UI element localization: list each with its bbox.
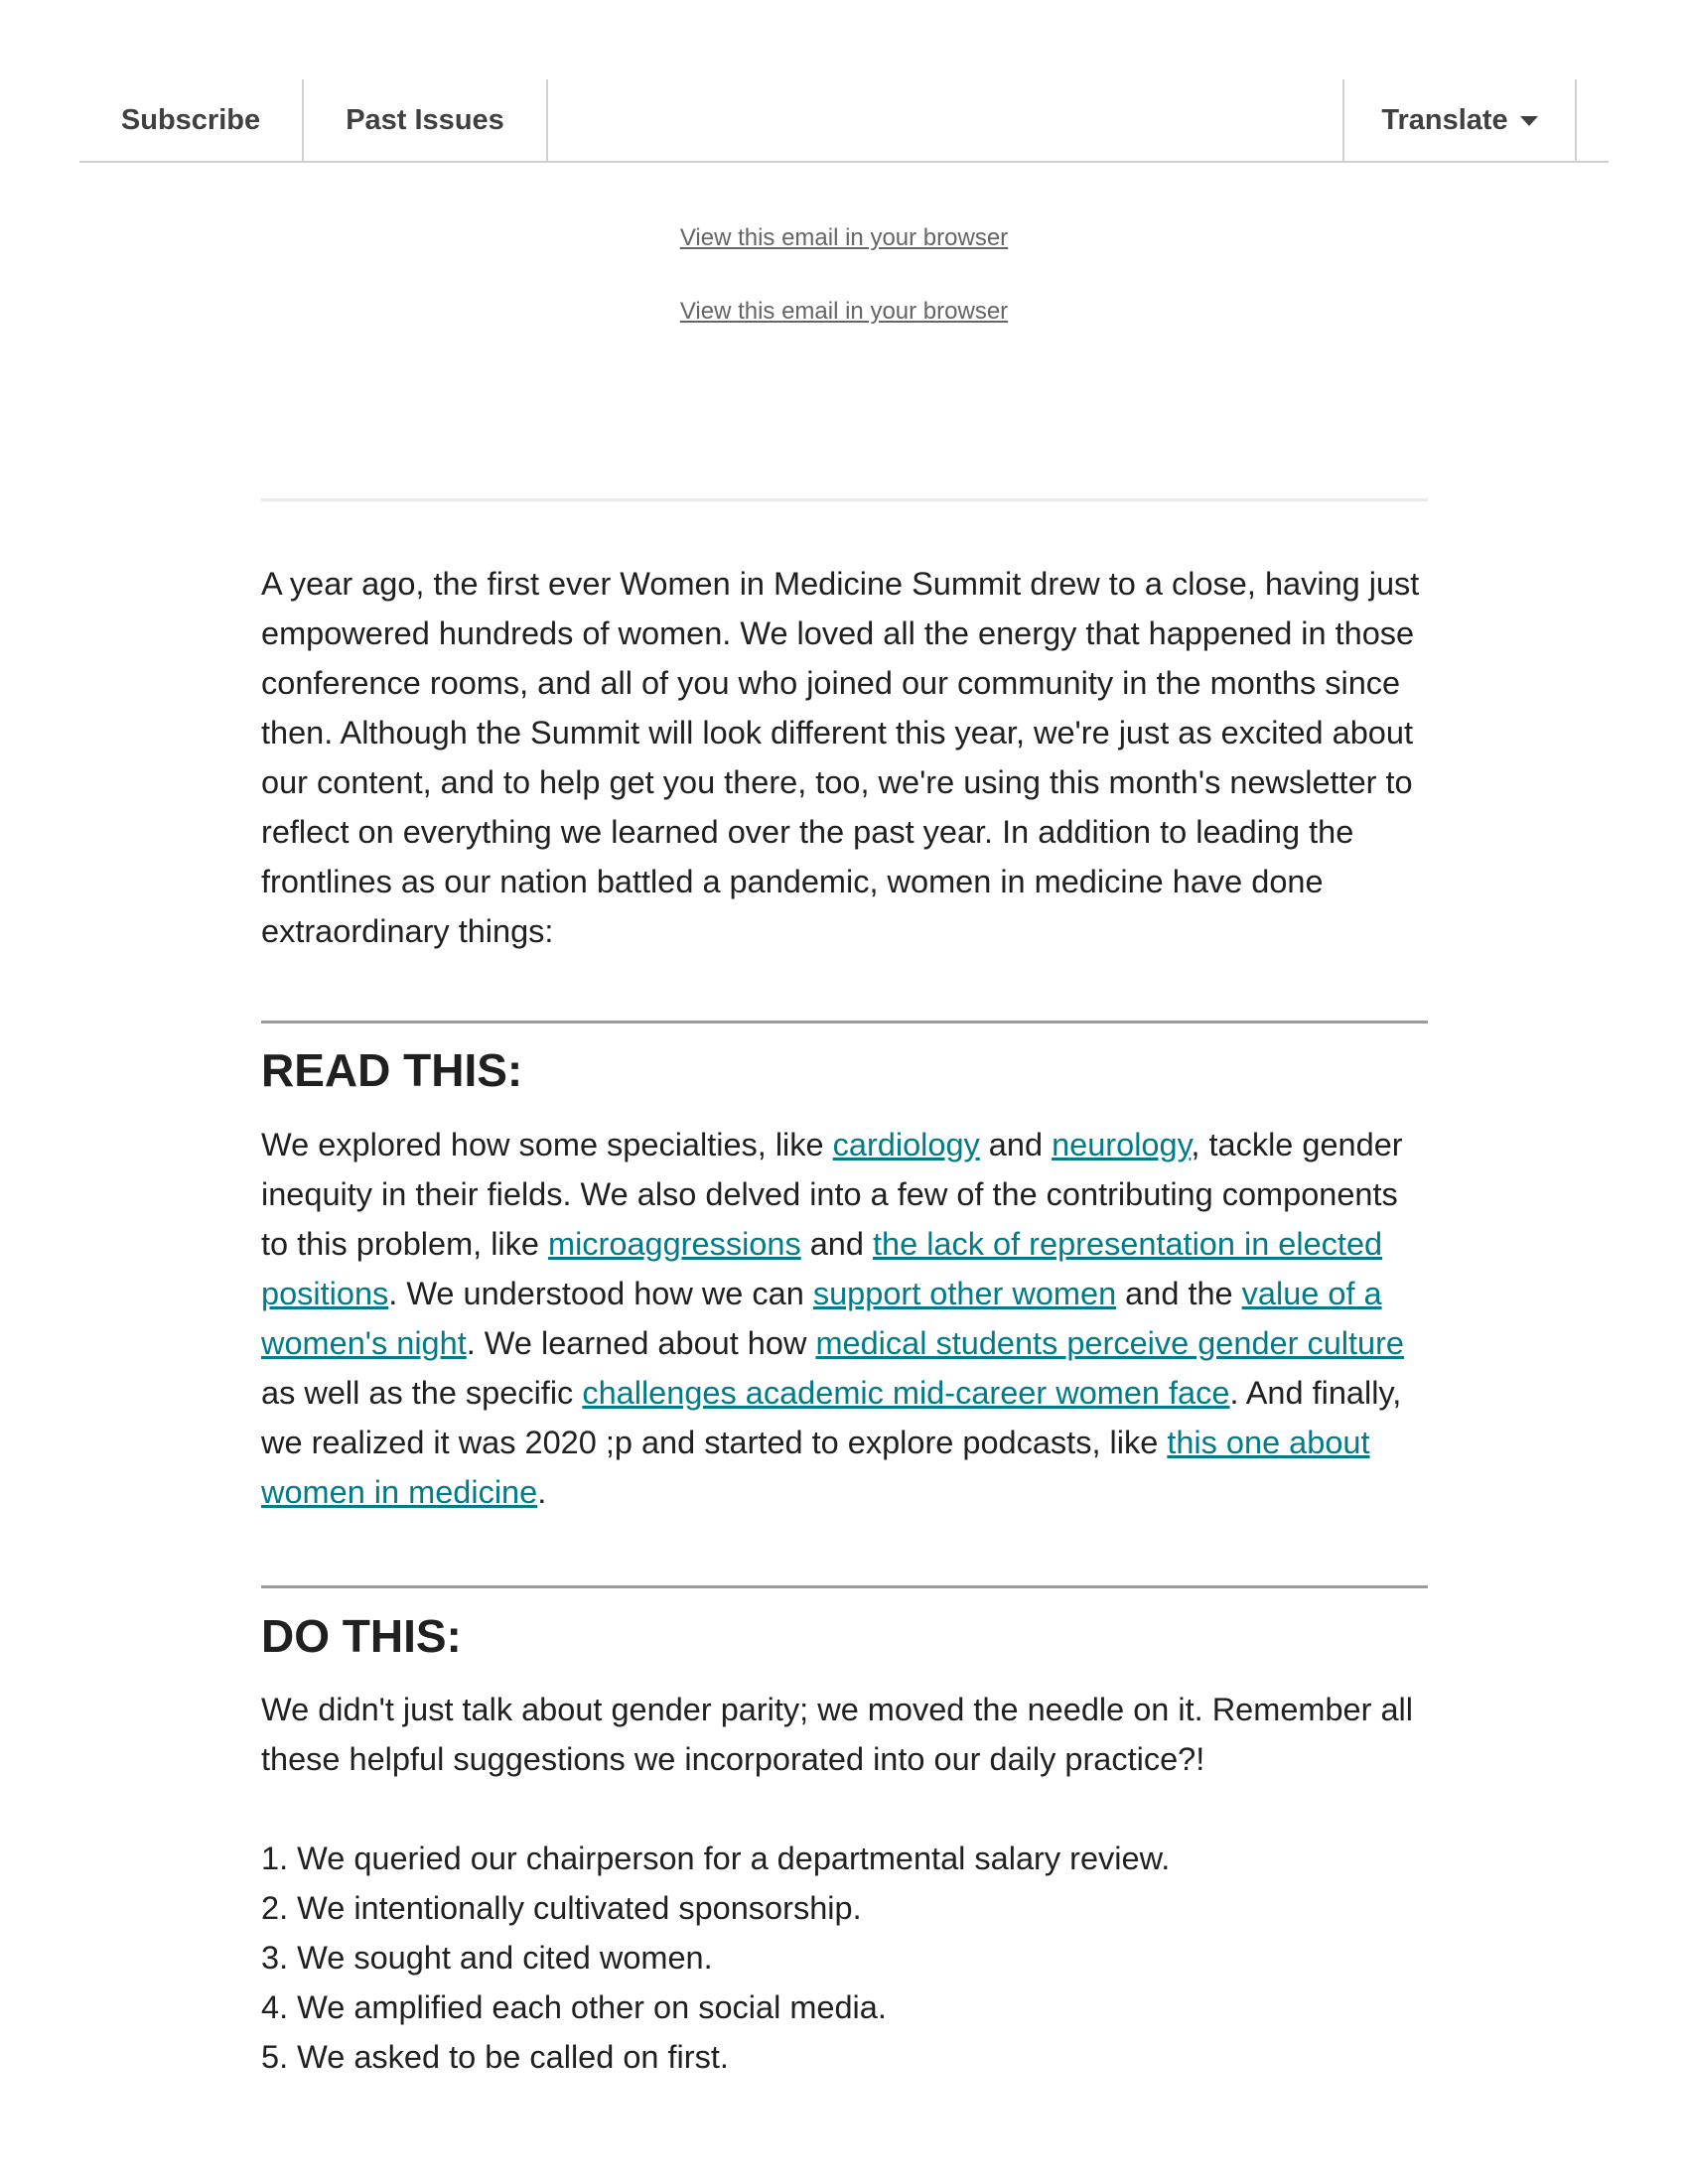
do-divider	[261, 1585, 1428, 1588]
read-text-9: . And finally, we realized it was 2020 ;p and started to explore podcasts, like	[261, 1375, 1402, 1460]
medical-students-link[interactable]: medical students perceive gender culture	[815, 1325, 1405, 1361]
translate-label: Translate	[1381, 103, 1508, 136]
read-text-2: and	[979, 1127, 1053, 1162]
read-text-5: . We understood how we can	[388, 1276, 813, 1311]
do-this-heading: DO THIS:	[261, 1610, 462, 1662]
top-nav-bar	[79, 79, 1609, 163]
read-text-6: and the	[1116, 1276, 1242, 1311]
read-text-7: . We learned about how	[466, 1325, 816, 1361]
preheader-2	[0, 298, 1688, 326]
list-item: 3. We sought and cited women.	[261, 1940, 713, 1976]
caret-down-icon	[1520, 116, 1538, 126]
list-item: 5. We asked to be called on first.	[261, 2039, 729, 2075]
list-item: 2. We intentionally cultivated sponsorship.	[261, 1890, 862, 1926]
podcast-link[interactable]: this one about women in medicine	[261, 1425, 1370, 1510]
list-item: 1. We queried our chairperson for a departmental salary review.	[261, 1841, 1171, 1876]
read-text-1: We explored how some specialties, like	[261, 1127, 833, 1162]
do-this-paragraph: We didn't just talk about gender parity; we moved the needle on it. Remember all these helpful suggestions we incorporated into our daily practice?!	[261, 1692, 1413, 1777]
womens-night-link[interactable]: value of a women's night	[261, 1276, 1382, 1361]
subscribe-button[interactable]	[79, 79, 304, 161]
top-divider	[261, 498, 1428, 501]
cardiology-link[interactable]: cardiology	[832, 1127, 980, 1162]
intro-paragraph: A year ago, the first ever Women in Medicine Summit drew to a close, having just empowered hundreds of women. We loved all the energy that happened in those conference rooms, and all of you who joined our community in the months since then. Although the Summit will look different this year, we're just as excited about our content, and to help get you there, too, we're using this month's newsletter to reflect on everything we learned over the past year. In addition to leading the frontlines as our nation battled a pandemic, women in medicine have done extraordinary things:	[261, 566, 1420, 949]
mid-career-challenges-link[interactable]: challenges academic mid-career women face	[582, 1375, 1230, 1411]
read-this-heading: READ THIS:	[261, 1044, 523, 1096]
read-text-8: as well as the specific	[261, 1375, 583, 1411]
suggestions-list	[261, 1834, 1428, 2082]
subscribe-label: Subscribe	[120, 103, 261, 136]
read-text-4: and	[800, 1226, 873, 1262]
read-divider	[261, 1021, 1428, 1024]
view-in-browser-link[interactable]: View this email in your browser	[679, 224, 1009, 251]
preheader-1	[0, 224, 1688, 252]
neurology-link[interactable]: neurology	[1052, 1127, 1192, 1162]
elected-positions-link[interactable]: the lack of representation in elected positions	[261, 1226, 1383, 1311]
support-other-women-link[interactable]: support other women	[812, 1276, 1117, 1311]
past-issues-button[interactable]	[304, 79, 548, 161]
past-issues-label: Past Issues	[346, 103, 504, 136]
read-this-paragraph	[261, 1120, 1428, 1517]
read-text-3: , tackle gender inequity in their fields. We also delved into a few of the contributing components to this problem, like	[261, 1127, 1403, 1262]
read-text-10: .	[537, 1474, 547, 1510]
list-item: 4. We amplified each other on social media.	[261, 1989, 887, 2025]
view-in-browser-link-2[interactable]: View this email in your browser	[679, 298, 1009, 325]
microaggressions-link[interactable]: microaggressions	[548, 1226, 801, 1262]
translate-dropdown[interactable]	[1342, 79, 1577, 161]
